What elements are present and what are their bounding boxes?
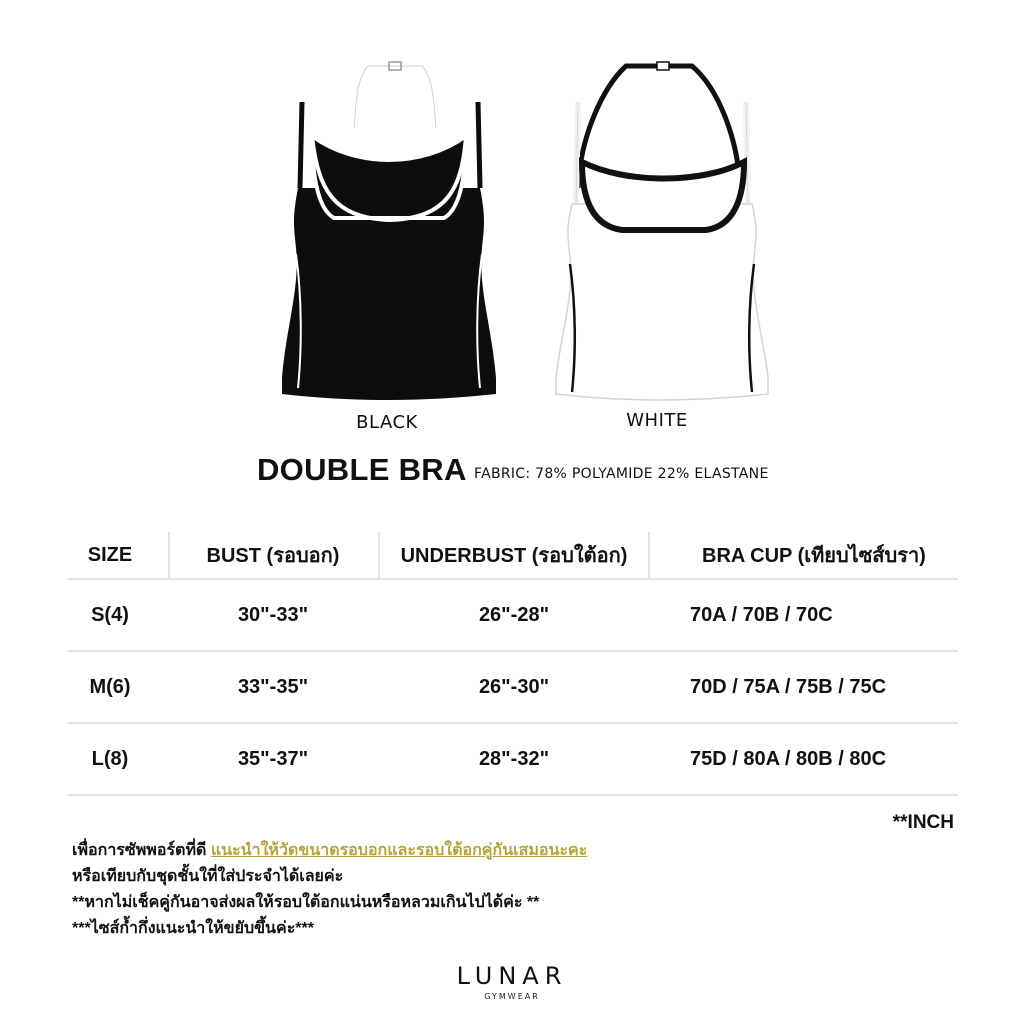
header-bust: BUST (รอบอก) (206, 545, 340, 567)
black-double-bra-image (272, 58, 504, 402)
table-row (68, 724, 958, 796)
header-underbust: UNDERBUST (รอบใต้อก) (400, 545, 628, 567)
note-line-2: หรือเทียบกับชุดชั้นใที่ใส่ประจำได้เลยค่ะ (72, 868, 344, 885)
cell-size: M(6) (89, 675, 131, 698)
cell-bra-cup: 75D / 80A / 80B / 80C (690, 747, 887, 770)
header-bra-cup: BRA CUP (เทียบไซส์บรา) (702, 545, 926, 567)
note-line-1-prefix: เพื่อการซัพพอร์ตที่ดี (72, 842, 211, 859)
sizing-notes (72, 838, 587, 942)
note-line-1-highlight: แนะนำให้วัดขนาดรอบอกและรอบใต้อกคู่กันเสมอนะคะ (210, 842, 588, 859)
note-line-4: ***ไซส์ก้ำกึ่งแนะนำให้ขยับขึ้นค่ะ*** (72, 920, 314, 937)
black-color-label: BLACK (356, 412, 418, 433)
cell-underbust: 28"-32" (478, 747, 550, 770)
cell-underbust: 26"-30" (478, 675, 550, 698)
brand-logo (0, 962, 1024, 1001)
header-size: SIZE (87, 543, 133, 566)
size-chart-table (68, 532, 958, 796)
cell-bust: 33"-35" (237, 675, 309, 698)
fabric-composition: FABRIC: 78% POLYAMIDE 22% ELASTANE (474, 466, 769, 482)
unit-note: **INCH (892, 812, 954, 833)
cell-bust: 30"-33" (237, 603, 309, 626)
cell-bra-cup: 70D / 75A / 75B / 75C (690, 675, 887, 698)
cell-bra-cup: 70A / 70B / 70C (690, 603, 833, 626)
note-line-1 (72, 838, 587, 864)
cell-underbust: 26"-28" (478, 603, 550, 626)
table-row (68, 652, 958, 724)
brand-sub: GYMWEAR (484, 992, 540, 1001)
white-color-label: WHITE (626, 410, 688, 431)
white-double-bra-image (542, 58, 774, 402)
product-title: DOUBLE BRA (257, 452, 467, 487)
cell-size: L(8) (91, 747, 129, 770)
brand-name: LUNAR (456, 962, 568, 990)
note-line-3: **หากไม่เช็คคู่กันอาจส่งผลให้รอบใต้อกแน่นหรือหลวมเกินไปได้ค่ะ ** (72, 894, 540, 911)
table-header-row (68, 532, 958, 580)
cell-size: S(4) (91, 603, 129, 626)
cell-bust: 35"-37" (237, 747, 309, 770)
table-row (68, 580, 958, 652)
